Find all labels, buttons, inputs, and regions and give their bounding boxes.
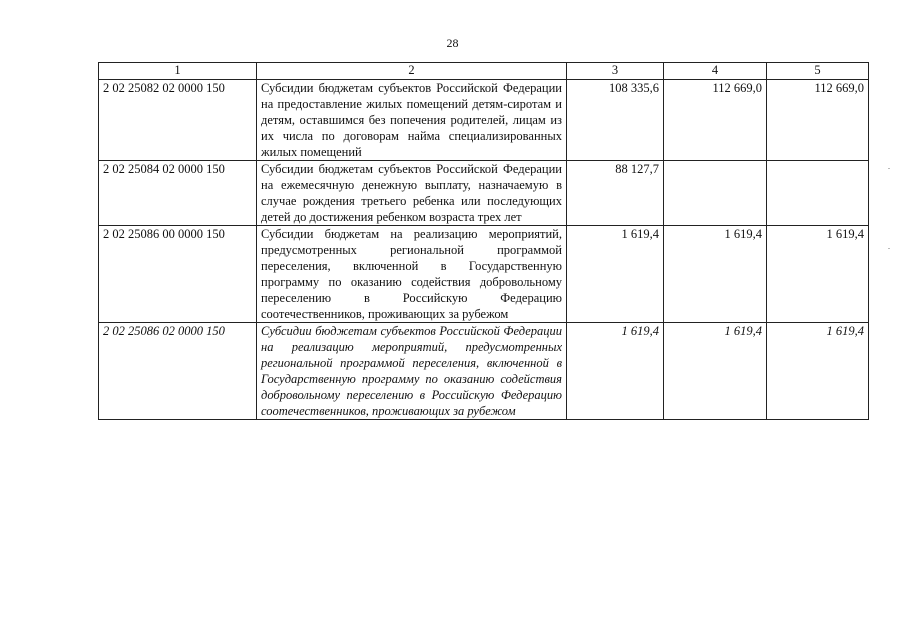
row-description: Субсидии бюджетам субъектов Российской Федерации на реализацию мероприятий, предусмотренных региональной программой переселения, включенной в Государственную программу по оказанию содействия добровольному переселению в Российскую Федерацию соотечественников, проживающих за рубежом <box>257 323 567 420</box>
row-value-col4 <box>664 161 767 226</box>
table-row <box>99 323 869 420</box>
row-value-col3: 108 335,6 <box>567 80 664 161</box>
row-value-col4: 1 619,4 <box>664 323 767 420</box>
row-value-col3: 1 619,4 <box>567 226 664 323</box>
header-col-4: 4 <box>664 63 767 80</box>
row-value-col4: 112 669,0 <box>664 80 767 161</box>
header-row <box>99 63 869 80</box>
header-col-2: 2 <box>257 63 567 80</box>
row-description: Субсидии бюджетам на реализацию мероприятий, предусмотренных региональной программой переселения, включенной в Государственную программу по оказанию содействия добровольному переселению в Российскую Федерацию соотечественников, проживающих за рубежом <box>257 226 567 323</box>
table-row <box>99 80 869 161</box>
budget-table <box>98 62 869 420</box>
row-value-col5: 1 619,4 <box>767 323 869 420</box>
page-number: 28 <box>446 36 459 50</box>
row-value-col5: 112 669,0 <box>767 80 869 161</box>
header-col-1: 1 <box>99 63 257 80</box>
row-code: 2 02 25082 02 0000 150 <box>99 80 257 161</box>
row-value-col3: 1 619,4 <box>567 323 664 420</box>
row-value-col3: 88 127,7 <box>567 161 664 226</box>
row-value-col5: 1 619,4 <box>767 226 869 323</box>
header-col-5: 5 <box>767 63 869 80</box>
row-description: Субсидии бюджетам субъектов Российской Федерации на предоставление жилых помещений детям-сиротам и детям, оставшимся без попечения родителей, лицам из их числа по договорам найма специализированных жилых помещений <box>257 80 567 161</box>
scan-speck <box>888 248 890 249</box>
table-row <box>99 161 869 226</box>
row-value-col4: 1 619,4 <box>664 226 767 323</box>
row-code: 2 02 25086 02 0000 150 <box>99 323 257 420</box>
row-code: 2 02 25084 02 0000 150 <box>99 161 257 226</box>
row-code: 2 02 25086 00 0000 150 <box>99 226 257 323</box>
header-col-3: 3 <box>567 63 664 80</box>
row-description: Субсидии бюджетам субъектов Российской Федерации на ежемесячную денежную выплату, назначаемую в случае рождения третьего ребенка или последующих детей до достижения ребенком возраста трех лет <box>257 161 567 226</box>
table-row <box>99 226 869 323</box>
row-value-col5 <box>767 161 869 226</box>
scan-speck <box>888 168 890 169</box>
